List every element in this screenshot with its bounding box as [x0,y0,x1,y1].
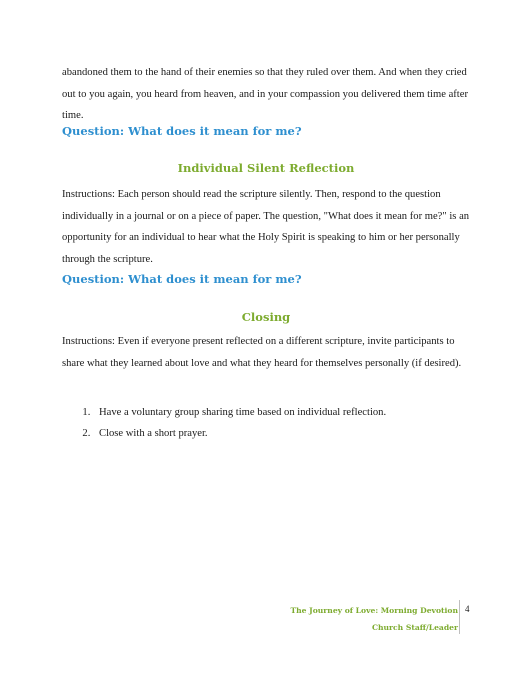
list-item: 1. Have a voluntary group sharing time based on individual reflection. [93,402,503,423]
page-footer [250,602,458,636]
footer-subtitle: Church Staff/Leader [371,623,458,632]
closing-instructions: Instructions: Even if everyone present reflected on a different scripture, invite participants to share what they learned about love and what they heard for themselves personally (if desired). [62,336,462,369]
scripture-paragraph: abandoned them to the hand of their enemies so that they ruled over them. And when they cried out to you again, you heard from heaven, and in your compassion you delivered them time after time. [62,67,468,121]
list-item: 2. Close with a short prayer. [93,423,503,444]
page-number: 4 [465,604,470,614]
footer-divider [459,600,460,634]
question-heading-1: Question: What does it mean for me? [62,124,302,138]
footer-title: The Journey of Love: Morning Devotion [290,606,458,615]
question-heading-2: Question: What does it mean for me? [62,272,302,286]
closing-steps-list [62,402,503,444]
closing-heading: Closing [241,310,291,324]
reflection-heading: Individual Silent Reflection [177,161,355,175]
reflection-instructions: Instructions: Each person should read the scripture silently. Then, respond to the question individually in a journal or on a piece of paper. The question, "What does it mean for me?" is an opportunity for an individual to hear what the Holy Spirit is speaking to him or her personally through the scripture. [62,189,470,265]
